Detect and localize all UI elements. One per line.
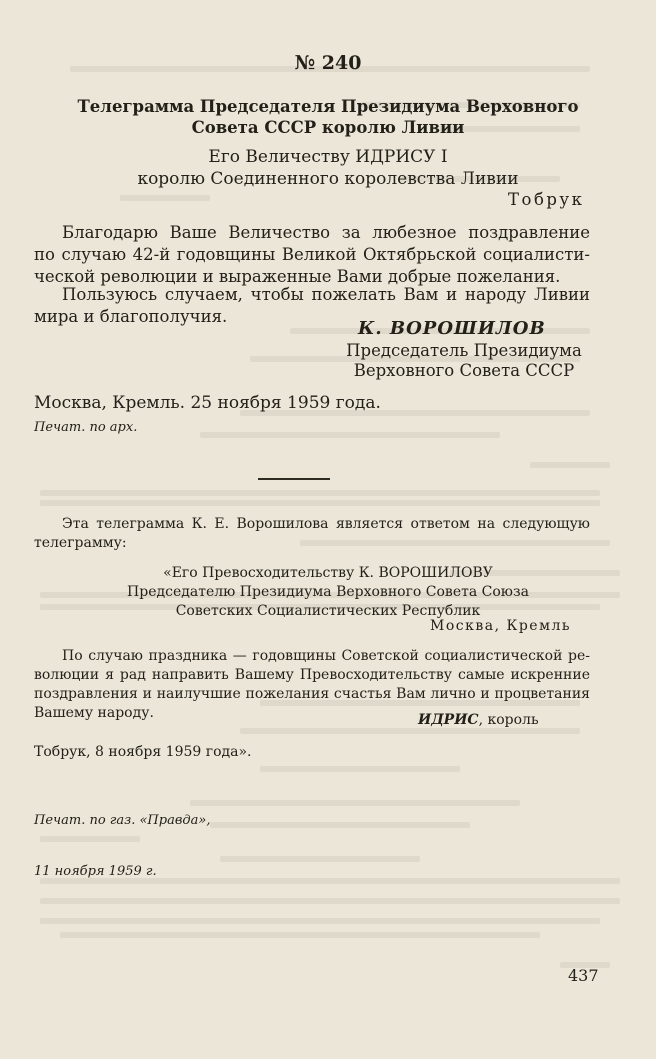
section-divider	[258, 478, 330, 480]
text-line: по случаю 42-й годовщины Великой Октябрьской социалисти-	[34, 245, 590, 264]
text-line: ческой революции и выраженные Вами добрые пожелания.	[34, 267, 561, 286]
text-line: По случаю праздника — годовщины Советской социалистической ре-	[62, 648, 590, 664]
text-line: телеграмму:	[34, 535, 127, 551]
text-line: Вашему народу.	[34, 705, 154, 721]
quote-date-line: Тобрук, 8 ноября 1959 года».	[34, 744, 252, 760]
addressee	[60, 146, 596, 190]
text-line: мира и благополучия.	[34, 307, 228, 326]
title-line: Совета СССР королю Ливии	[191, 118, 465, 137]
text-line: Пользуюсь случаем, чтобы пожелать Вам и народу Ливии	[62, 285, 590, 304]
addressee-line: Его Величеству ИДРИСУ I	[208, 147, 448, 167]
page-number: 437	[568, 966, 599, 985]
source-note: Печат. по арх.	[34, 420, 138, 435]
text-line: Эта телеграмма К. Е. Ворошилова является ответом на следующую	[62, 516, 590, 532]
position-line: Председатель Президиума	[346, 341, 582, 360]
quote-addressee-line: «Его Превосходительству К. ВОРОШИЛОВУ	[163, 565, 493, 581]
quote-signature-name: ИДРИС	[418, 712, 479, 728]
position-line: Верховного Совета СССР	[353, 361, 575, 380]
address-city: Тобрук	[508, 190, 585, 209]
intro-paragraph	[34, 515, 590, 553]
source-note-line: 11 ноября 1959 г.	[34, 864, 157, 879]
quote-city: Москва, Кремль	[430, 618, 571, 634]
quote-addressee-line: Советских Социалистических Республик	[175, 603, 481, 619]
signature-position	[334, 341, 594, 381]
document-number: № 240	[294, 52, 362, 74]
source-note-line: Печат. по газ. «Правда»,	[34, 813, 211, 828]
addressee-line: королю Соединенного королевства Ливии	[137, 169, 519, 189]
text-line: поздравления и наилучшие пожелания счастья Вам лично и процветания	[34, 686, 590, 702]
source-note-2	[34, 778, 210, 914]
date-place-line: Москва, Кремль. 25 ноября 1959 года.	[34, 393, 381, 413]
text-line: волюции я рад направить Вашему Превосходительству самые искренние	[34, 667, 590, 683]
title-line: Телеграмма Председателя Президиума Верховного	[77, 97, 579, 116]
document-title	[60, 96, 596, 138]
quote-addressee	[100, 564, 556, 621]
quote-signature	[418, 711, 539, 730]
signature-name: К. ВОРОШИЛОВ	[358, 318, 546, 339]
quote-signature-title: , король	[478, 712, 539, 728]
body-paragraph-1	[34, 222, 590, 288]
quote-addressee-line: Председателю Президиума Верховного Совета Союза	[127, 584, 529, 600]
text-line: Благодарю Ваше Величество за любезное поздравление	[62, 223, 590, 242]
